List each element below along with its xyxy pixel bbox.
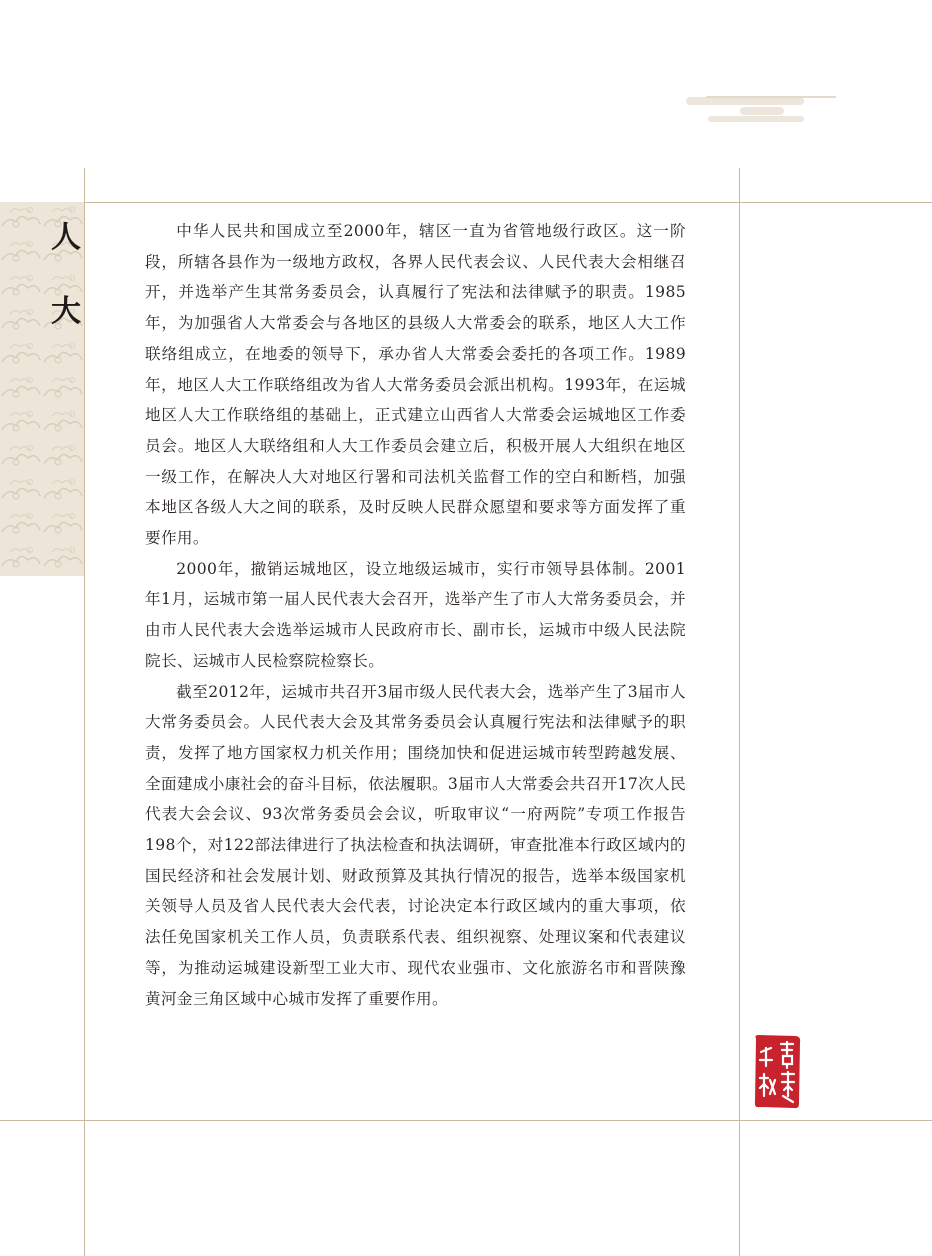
paragraph: 2000年，撤销运城地区，设立地级运城市，实行市领导县体制。2001年1月，运城市第一届人民代表大会召开，选举产生了市人大常务委员会，并由市人民代表大会选举运城市人民政府市长、副市长，运城市中级人民法院院长、运城市人民检察院检察长。 [145, 559, 686, 670]
paragraph: 中华人民共和国成立至2000年，辖区一直为省管地级行政区。这一阶段，所辖各县作为一级地方政权，各界人民代表会议、人民代表大会相继召开，并选举产生其常务委员会，认真履行了宪法和法律赋予的职责。1985年，为加强省人大常委会与各地区的县级人大常委会的联系，地区人大工作联络组成立，在地委的领导下，承办省人大常委会委托的各项工作。1989年，地区人大工作联络组改为省人大常务委员会派出机构。1993年，在运城地区人大工作联络组的基础上，正式建立山西省人大常委会运城地区工作委员会。地区人大联络组和人大工作委员会建立后，积极开展人大组织在地区一级工作，在解决人大对地区行署和司法机关监督工作的空白和断档，加强本地区各级人大之间的联系，及时反映人民群众愿望和要求等方面发挥了重要作用。 [145, 222, 686, 548]
bottom-rule [0, 1120, 932, 1121]
side-title-char-da: 大 [51, 294, 81, 329]
right-margin-rule [739, 168, 740, 1256]
cloud-ornament-icon [686, 94, 836, 124]
side-title-panel [0, 202, 84, 576]
auspicious-cloud-pattern-icon [0, 202, 84, 576]
seal-stamp-icon [752, 1034, 802, 1110]
paragraph: 截至2012年，运城市共召开3届市级人民代表大会，选举产生了3届市人大常务委员会。人民代表大会及其常务委员会认真履行宪法和法律赋予的职责，发挥了地方国家权力机关作用；围绕加快和促进运城市转型跨越发展、全面建成小康社会的奋斗目标，依法履职。3届市人大常委会共召开17次人民代表大会会议、93次常务委员会会议，听取审议“一府两院”专项工作报告198个，对122部法律进行了执法检查和执法调研，审查批准本行政区域内的国民经济和社会发展计划、财政预算及其执行情况的报告，选举本级国家机关领导人员及省人民代表大会代表，讨论决定本行政区域内的重大事项，依法任免国家机关工作人员，负责联系代表、组织视察、处理议案和代表建议等，为推动运城建设新型工业大市、现代农业强市、文化旅游名市和晋陕豫黄河金三角区域中心城市发挥了重要作用。 [145, 682, 687, 1008]
top-rule [0, 202, 932, 203]
left-margin-rule [84, 168, 85, 1256]
body-text [145, 216, 686, 1014]
side-title-char-ren: 人 [51, 220, 81, 255]
